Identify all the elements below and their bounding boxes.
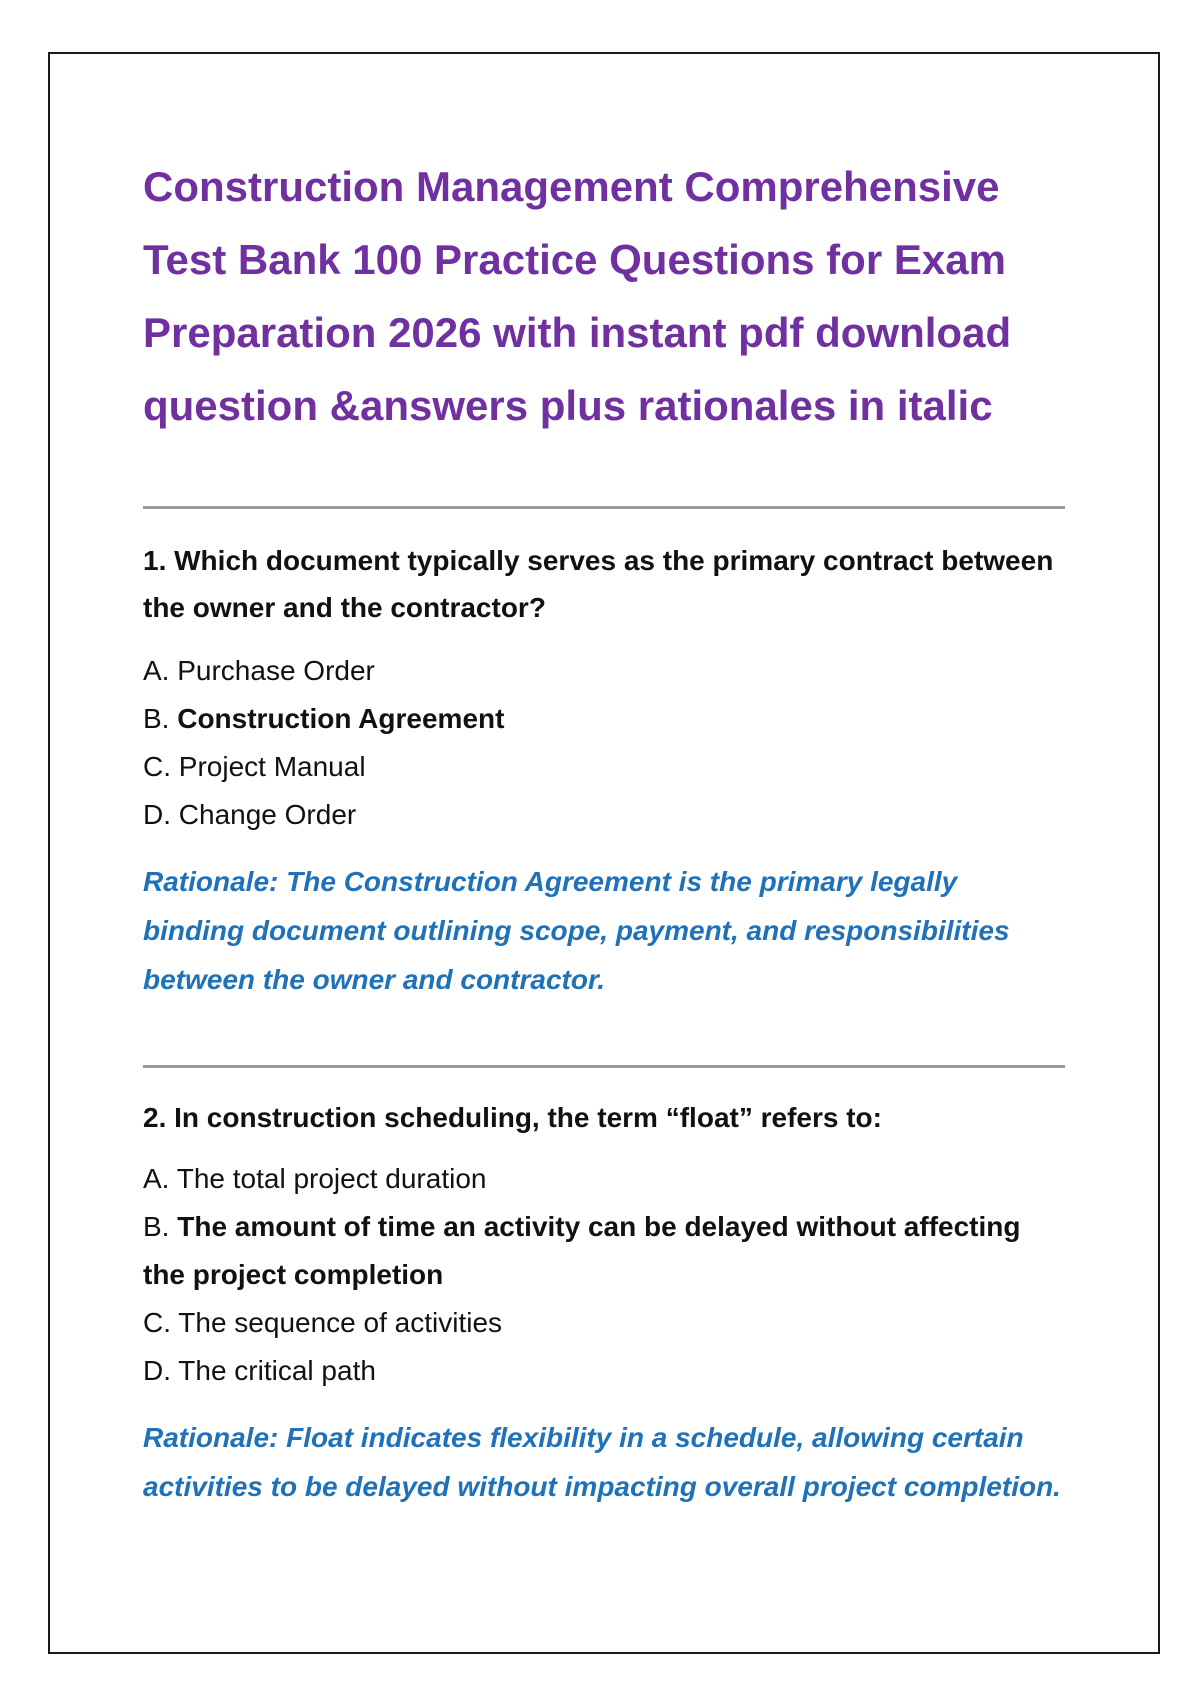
option-text: The total project duration (176, 1163, 487, 1194)
answer-option-c (143, 743, 1065, 791)
option-letter: A. (143, 1163, 177, 1194)
answer-option-a (143, 1155, 1065, 1203)
option-letter: B. (143, 1211, 178, 1242)
option-text: Project Manual (178, 751, 366, 782)
option-text: Change Order (178, 799, 357, 830)
option-text: Purchase Order (177, 655, 375, 686)
answer-option-d (143, 791, 1065, 839)
question-prompt: 1. Which document typically serves as the primary contract between the owner and the contractor? (143, 545, 1054, 623)
answer-option-b (143, 1203, 1065, 1299)
option-letter: C. (143, 751, 179, 782)
answer-option-b (143, 695, 1065, 743)
question-block-1 (143, 537, 1065, 1004)
option-text: The critical path (178, 1355, 376, 1386)
section-divider (143, 506, 1065, 509)
option-text: The sequence of activities (178, 1307, 503, 1338)
rationale-text: Rationale: Float indicates flexibility in a schedule, allowing certain activities to be delayed without impacting overall project completion. (143, 1422, 1061, 1502)
correct-option-text: Construction Agreement (177, 703, 505, 734)
rationale-text: Rationale: The Construction Agreement is the primary legally binding document outlining scope, payment, and responsibilities between the owner and contractor. (143, 866, 1010, 995)
option-letter: D. (143, 799, 179, 830)
answer-option-d (143, 1347, 1065, 1395)
answer-option-c (143, 1299, 1065, 1347)
section-divider (143, 1065, 1065, 1068)
answer-options (143, 1155, 1065, 1395)
option-letter: A. (143, 655, 178, 686)
question-block-2 (143, 1094, 1065, 1511)
question-prompt: 2. In construction scheduling, the term “float” refers to: (143, 1102, 882, 1133)
answer-options (143, 647, 1065, 839)
answer-option-a (143, 647, 1065, 695)
correct-option-text: The amount of time an activity can be delayed without affecting the project completion (143, 1211, 1021, 1290)
document-title: Construction Management Comprehensive Test Bank 100 Practice Questions for Exam Preparation 2026 with instant pdf download question &answers plus rationales in italic (143, 163, 1012, 429)
document-body (143, 150, 1065, 1511)
option-letter: C. (143, 1307, 179, 1338)
option-letter: D. (143, 1355, 179, 1386)
option-letter: B. (143, 703, 178, 734)
